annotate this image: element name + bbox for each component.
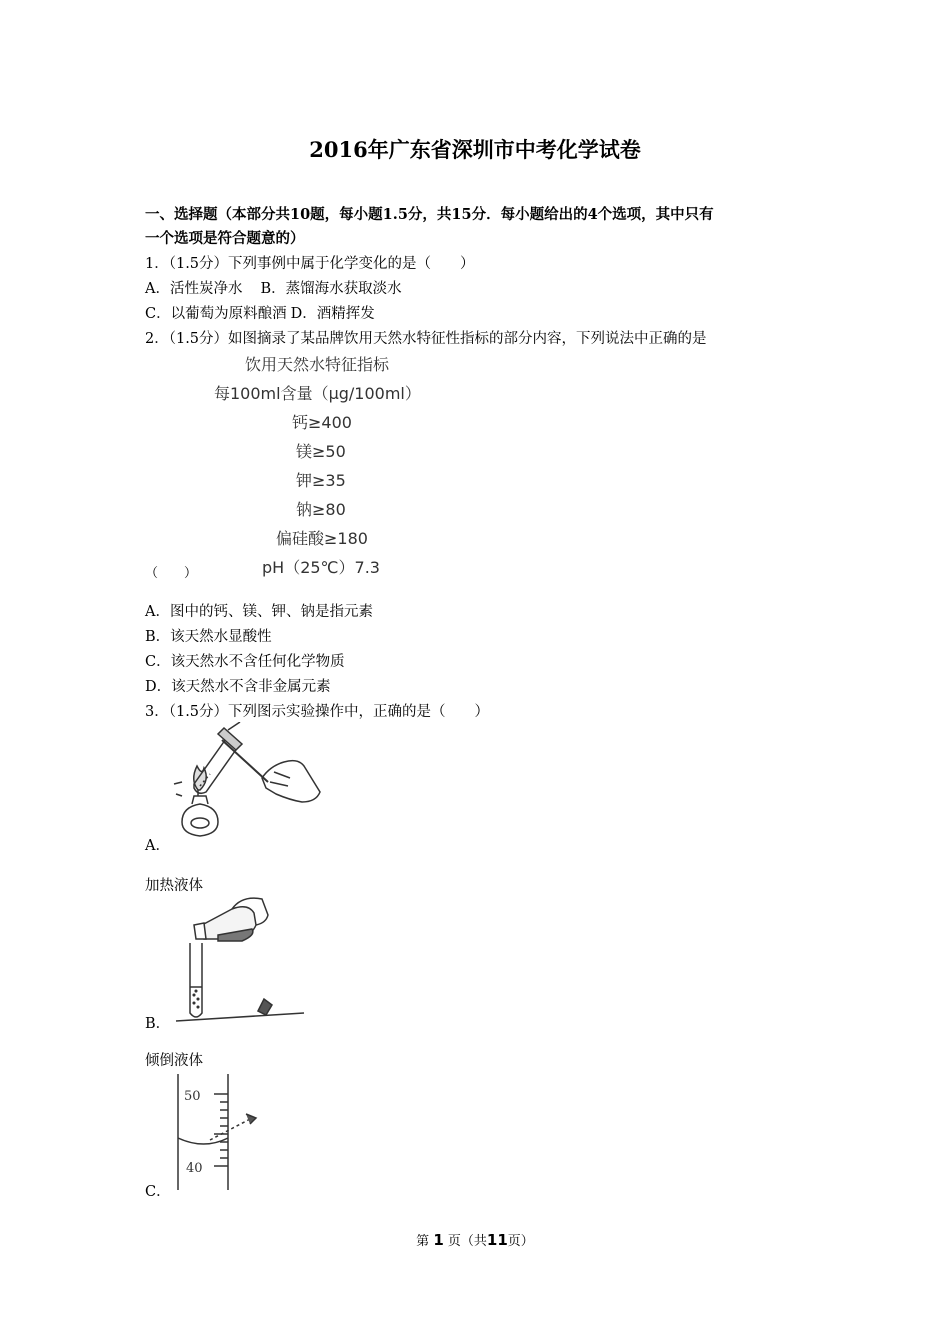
q3-option-b-caption: 倾倒液体 — [145, 1053, 203, 1069]
footer-post: 页） — [507, 1234, 534, 1249]
footer-page-number: 1 — [433, 1231, 444, 1249]
figure-row-calcium: 钙≥400 — [292, 413, 352, 432]
figure-row-potassium: 钾≥35 — [296, 471, 346, 490]
pouring-liquid-figure — [172, 895, 307, 1025]
q2-option-c: C．该天然水不含任何化学物质 — [145, 654, 345, 670]
q1-option-c: C．以葡萄为原料酿酒 — [145, 306, 287, 322]
q2-option-b: B．该天然水显酸性 — [145, 629, 272, 645]
q3-option-c-letter: C． — [145, 1184, 171, 1200]
figure-unit: 每100ml含量（μg/100ml） — [214, 384, 421, 403]
page-title: 2016年广东省深圳市中考化学试卷 — [309, 137, 641, 162]
figure-row-magnesium: 镁≥50 — [296, 442, 346, 461]
q1-stem: 1．（1.5分）下列事例中属于化学变化的是（ ） — [145, 256, 475, 272]
section-heading-line2: 一个选项是符合题意的） — [145, 230, 305, 247]
heating-liquid-figure — [170, 722, 325, 852]
q1-option-a: A．活性炭净水 — [145, 281, 243, 297]
page-footer — [0, 1230, 950, 1249]
figure-title: 饮用天然水特征指标 — [245, 355, 390, 374]
footer-pre: 第 — [416, 1234, 430, 1249]
footer-total-pages: 11 — [486, 1231, 508, 1249]
figure-row-sodium: 钠≥80 — [296, 500, 346, 519]
q3-option-a-letter: A． — [145, 838, 170, 854]
figure-row-ph: pH（25℃）7.3 — [262, 558, 380, 577]
q2-option-a: A．图中的钙、镁、钾、钠是指元素 — [145, 604, 373, 620]
footer-mid: 页（共 — [447, 1234, 487, 1249]
q2-answer-paren: （ ） — [145, 566, 198, 581]
q1-options-row1 — [145, 277, 402, 298]
q1-option-b: B．蒸馏海水获取淡水 — [260, 281, 402, 297]
figure-row-metasilicic: 偏硅酸≥180 — [276, 529, 368, 548]
q2-option-d: D．该天然水不含非金属元素 — [145, 679, 331, 695]
q3-stem: 3．（1.5分）下列图示实验操作中，正确的是（ ） — [145, 704, 490, 720]
q1-options-row2 — [145, 302, 375, 323]
cylinder-mark-50: 50 — [184, 1089, 201, 1104]
water-label-figure — [200, 348, 450, 580]
q1-option-d: D．酒精挥发 — [290, 306, 375, 322]
graduated-cylinder-figure — [170, 1074, 270, 1194]
section-heading-line1: 一、选择题（本部分共10题，每小题1.5分，共15分．每小题给出的4个选项，其中只有 — [145, 206, 714, 223]
q2-stem: 2．（1.5分）如图摘录了某品牌饮用天然水特征性指标的部分内容，下列说法中正确的是 — [145, 331, 707, 347]
q3-option-a-caption: 加热液体 — [145, 878, 203, 894]
q3-option-b-letter: B． — [145, 1016, 171, 1032]
cylinder-mark-40: 40 — [186, 1161, 203, 1176]
